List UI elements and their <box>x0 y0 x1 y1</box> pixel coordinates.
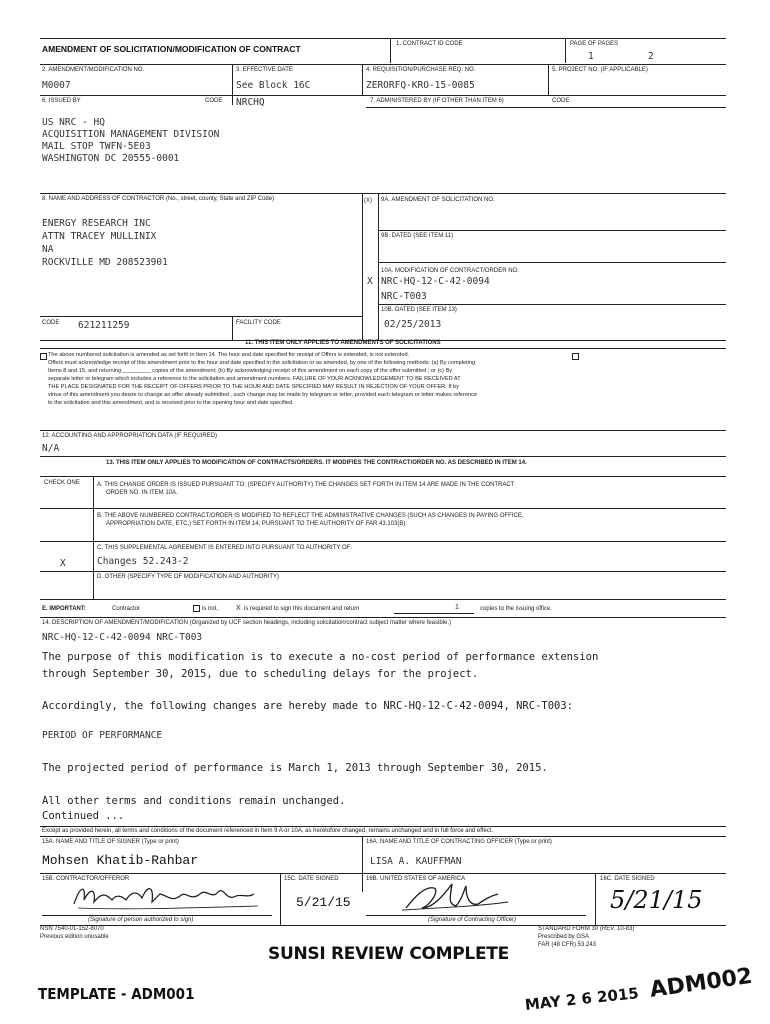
page-number: 1 <box>588 51 594 62</box>
dated-9b-label: 9B. DATED (SEE ITEM 11) <box>381 233 454 239</box>
effective-date-value: See Block 16C <box>236 80 311 91</box>
form-title: AMENDMENT OF SOLICITATION/MODIFICATION OF CONTRACT <box>42 44 301 54</box>
issuer-line: MAIL STOP TWFN-5E03 <box>42 141 151 152</box>
contractor-date-label: 15C. DATE SIGNED <box>284 876 339 882</box>
solicitation-amendment-label: 9A. AMENDMENT OF SOLICITATION NO. <box>381 197 495 203</box>
copies-number: 1 <box>455 604 459 611</box>
far-reference: FAR (48 CFR) 53.243 <box>538 942 597 948</box>
contractor-line: ENERGY RESEARCH INC <box>42 218 151 229</box>
template-stamp: TEMPLATE - ADM001 <box>38 985 195 1003</box>
checkbox-item11 <box>40 353 47 360</box>
contractor-label: 8. NAME AND ADDRESS OF CONTRACTOR (No., street, county, State and ZIP Code) <box>42 196 275 202</box>
important-check-mark: X <box>236 605 241 612</box>
item11-text-line: THE PLACE DESIGNATED FOR THE RECEIPT OF OFFERS PRIOR TO THE HOUR AND DATE SPECIFIED MAY RESULT IN REJECTION OF YOUR OFFER. If by <box>48 384 459 390</box>
pages-total: 2 <box>648 51 654 62</box>
contracting-officer-signature-caption: (Signature of Contracting Officer) <box>428 917 517 923</box>
accounting-label: 12. ACCOUNTING AND APPROPRIATION DATA (IF REQUIRED) <box>42 433 218 439</box>
task-order-value: NRC-T003 <box>381 291 427 302</box>
contractor-line: NA <box>42 244 54 255</box>
checkbox-not-extended <box>572 353 579 360</box>
description-label: 14. DESCRIPTION OF AMENDMENT/MODIFICATION (Organized by UCF section headings, including solicitation/contract subject matter where feasible.) <box>42 620 452 626</box>
description-line: Accordingly, the following changes are hereby made to NRC-HQ-12-C-42-0094, NRC-T003: <box>42 700 574 712</box>
item13a-line1: A. THIS CHANGE ORDER IS ISSUED PURSUANT TO: (SPECIFY AUTHORITY) THE CHANGES SET FORTH IN ITEM 14 ARE MADE IN THE CONTRACT <box>97 482 515 488</box>
item-10a-check-mark: X <box>367 276 373 287</box>
contracting-officer-label: 16A. NAME AND TITLE OF CONTRACTING OFFICER (Type or print) <box>366 839 552 845</box>
checkbox-is-not <box>193 605 200 612</box>
page-label: PAGE OF PAGES <box>570 41 619 47</box>
important-label: E. IMPORTANT: <box>42 606 86 612</box>
item13c-check-mark: X <box>60 558 66 569</box>
administered-by-label: 7. ADMINISTERED BY (IF OTHER THAN ITEM 6) <box>370 98 504 104</box>
requisition-label: 4. REQUISITION/PURCHASE REQ. NO. <box>366 67 476 73</box>
administered-by-code-label: CODE <box>552 98 570 104</box>
amendment-no-label: 2. AMENDMENT/MODIFICATION NO. <box>42 67 145 73</box>
item13b-line1: B. THE ABOVE NUMBERED CONTRACT/ORDER IS MODIFIED TO REFLECT THE ADMINISTRATIVE CHANGES (SUCH AS CHANGES IN PAYING OFFICE, <box>97 513 524 519</box>
contractor-line: ATTN TRACEY MULLINIX <box>42 231 157 242</box>
nsn-number: NSN 7540-01-152-8070 <box>40 926 104 932</box>
contract-number-value: NRC-HQ-12-C-42-0094 <box>381 276 490 287</box>
important-copies-text: copies to the issuing office. <box>480 606 552 612</box>
accounting-value: N/A <box>42 443 60 454</box>
description-reference: NRC-HQ-12-C-42-0094 NRC-T003 <box>42 632 203 643</box>
previous-edition-note: Previous edition unusable <box>40 934 109 940</box>
issued-by-code-value: NRCHQ <box>236 97 265 108</box>
usa-label: 16B. UNITED STATES OF AMERICA <box>366 876 466 882</box>
received-date-stamp: MAY 2 6 2015 <box>524 984 640 1014</box>
issued-by-label: 6. ISSUED BY <box>42 98 81 104</box>
item11-text-line: The above numbered solicitation is amended as set forth in Item 14. The hour and date specified for receipt of Offers is extended, is not extended. <box>48 352 410 358</box>
effective-date-label: 3. EFFECTIVE DATE <box>236 67 293 73</box>
issuer-line: ACQUISITION MANAGEMENT DIVISION <box>42 129 220 140</box>
contracting-officer-value: LISA A. KAUFFMAN <box>370 856 462 867</box>
item13b-line2: APPROPRIATION DATE, ETC.) SET FORTH IN ITEM 14, PURSUANT TO THE AUTHORITY OF FAR 43.103(B). <box>106 521 408 527</box>
contractor-line: ROCKVILLE MD 208523901 <box>42 257 168 268</box>
except-line: Except as provided herein, all terms and conditions of the document referenced in Item 9 A or 10A, as heretofore changed, remains unchanged and in full force and effect. <box>42 828 494 834</box>
contract-id-code-label: 1. CONTRACT ID CODE <box>396 41 463 47</box>
description-line: The projected period of performance is March 1, 2013 through September 30, 2015. <box>42 762 548 774</box>
item11-header: 11. THIS ITEM ONLY APPLIES TO AMENDMENTS OF SOLICITATIONS <box>245 340 441 346</box>
important-contractor: Contractor <box>112 606 141 612</box>
amendment-no-value: M0007 <box>42 80 71 91</box>
contractor-signature <box>68 880 268 916</box>
description-line: through September 30, 2015, due to scheduling delays for the project. <box>42 668 479 680</box>
item11-text-line: to the solicitation and this amendment, and is received prior to the opening hour and date specified. <box>48 400 294 406</box>
item11-text-line: Items 8 and 15, and returning _________ copies of the amendment; (b) By acknowledging receipt of this amendment on each copy of the offer submitted ; or (c) By <box>48 368 453 374</box>
description-line: PERIOD OF PERFORMANCE <box>42 730 163 741</box>
contractor-code-value: 621211259 <box>78 320 130 331</box>
important-is-required: is required to sign this document and return <box>244 606 360 612</box>
standard-form-number: STANDARD FORM 30 (REV. 10-83) <box>538 926 635 932</box>
contractor-code-label: CODE <box>42 320 60 326</box>
item13c-line: C. THIS SUPPLEMENTAL AGREEMENT IS ENTERED INTO PURSUANT TO AUTHORITY OF: <box>97 545 352 551</box>
dated-10b-value: 02/25/2013 <box>384 319 442 330</box>
item13c-authority-value: Changes 52.243-2 <box>97 556 189 567</box>
contractor-signature-caption: (Signature of person authorized to sign) <box>88 917 194 923</box>
item11-text-line: separate letter or telegram which includes a reference to the solicitation and amendment numbers. FAILURE OF YOUR ACKNOWLEDGEMENT TO BE RECEIVED AT <box>48 376 461 382</box>
description-line: The purpose of this modification is to execute a no-cost period of performance extension <box>42 651 599 663</box>
contracting-officer-signature <box>400 878 510 916</box>
check-one-label: CHECK ONE <box>44 480 80 486</box>
officer-date-value: 5/21/15 <box>610 886 703 914</box>
dated-10b-label: 10B. DATED (SEE ITEM 13) <box>381 307 457 313</box>
modification-10a-label: 10A. MODIFICATION OF CONTRACT/ORDER NO. <box>381 268 519 274</box>
issued-by-code-label: CODE <box>205 98 223 104</box>
contractor-offeror-label: 15B. CONTRACTOR/OFFEROR <box>42 876 130 882</box>
sunsi-review-stamp: SUNSI REVIEW COMPLETE <box>268 944 509 964</box>
item11-text-line: Offers must acknowledge receipt of this amendment prior to the hour and date specified in the solicitation or as amended, by one of the following methods: (a) By completing <box>48 360 476 366</box>
x-column-label: (X) <box>364 198 372 204</box>
description-line: All other terms and conditions remain unchanged. <box>42 795 346 807</box>
requisition-value: ZERORFQ-KRO-15-0085 <box>366 80 475 91</box>
project-no-label: 5. PROJECT NO. (IF APPLICABLE) <box>552 67 648 73</box>
facility-code-label: FACILITY CODE <box>236 320 281 326</box>
item11-text-line: virtue of this amendment you desire to change an offer already submitted , such change may be made by telegram or letter, provided each telegram or letter makes reference <box>48 392 477 398</box>
important-is-not: is not, <box>202 606 219 612</box>
adm-stamp: ADM002 <box>648 963 754 1003</box>
issuer-line: US NRC - HQ <box>42 117 105 128</box>
officer-date-label: 16C. DATE SIGNED <box>600 876 655 882</box>
issuer-line: WASHINGTON DC 20555-0001 <box>42 153 180 164</box>
item13a-line2: ORDER NO. IN ITEM 10A. <box>106 490 178 496</box>
signer-name-label: 15A. NAME AND TITLE OF SIGNER (Type or print) <box>42 839 179 845</box>
signer-name-value: Mohsen Khatib-Rahbar <box>42 853 199 868</box>
item13-header: 13. THIS ITEM ONLY APPLIES TO MODIFICATION OF CONTRACTS/ORDERS. IT MODIFIES THE CONTRACT/ORDER NO. AS DESCRIBED IN ITEM 14. <box>106 460 527 466</box>
contractor-date-value: 5/21/15 <box>296 895 351 910</box>
item13d-line: D. OTHER (SPECIFY TYPE OF MODIFICATION AND AUTHORITY) <box>97 574 280 580</box>
description-line: Continued ... <box>42 810 125 822</box>
prescribed-by: Prescribed by GSA <box>538 934 590 940</box>
